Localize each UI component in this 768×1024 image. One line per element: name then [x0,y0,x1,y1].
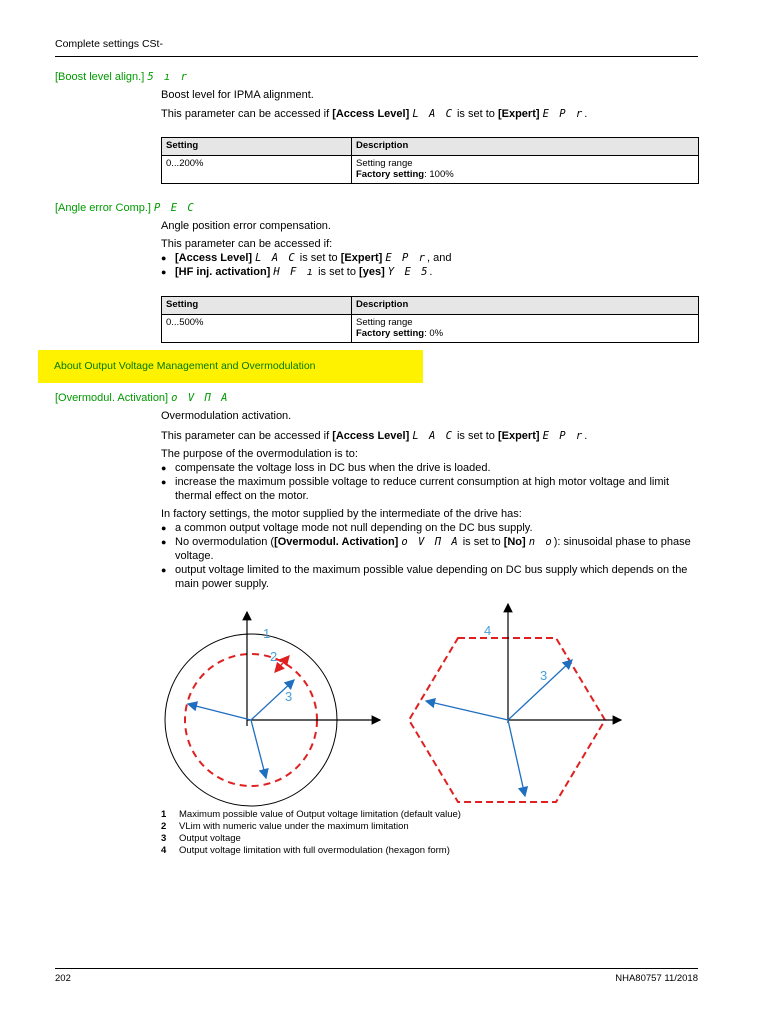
angle-access-list [161,251,451,279]
running-header: Complete settings CSt- [55,38,163,50]
legend-item: 2 VLim with numeric value under the maximum limitation [161,821,409,832]
section-banner-title: About Output Voltage Management and Overmodulation [54,360,316,372]
param-angle-access: This parameter can be accessed if: [161,238,333,250]
figure-legend [161,809,461,857]
param-angle-desc: Angle position error compensation. [161,220,331,232]
param-boost-name: [Boost level align.] [55,71,145,83]
boost-settings-table [161,137,699,184]
list-item: ● [Access Level] L A C is set to [Expert] E P r, and [161,251,451,265]
param-boost-title [55,71,189,83]
param-boost-desc: Boost level for IPMA alignment. [161,89,314,101]
label-3-right: 3 [540,668,548,683]
table-header-description: Description [352,297,699,315]
circle-diagram [165,612,380,806]
param-angle-name: [Angle error Comp.] [55,202,151,214]
phase-vector [508,720,525,796]
param-overmod-desc: Overmodulation activation. [161,410,292,422]
legend-item: 4 Output voltage limitation with full overmodulation (hexagon form) [161,845,450,856]
overmod-factory-list [161,521,701,591]
param-boost-code: 5 ı r [147,71,189,83]
list-item: ● a common output voltage mode not null depending on the DC bus supply. [161,521,701,535]
table-cell-setting: 0...500% [162,315,352,343]
list-item: ● [HF inj. activation] H F ı is set to [yes] Y E 5. [161,265,451,279]
label-3: 3 [285,689,293,704]
overmod-purpose: The purpose of the overmodulation is to: [161,448,358,460]
angle-settings-table [161,296,699,343]
label-1: 1 [263,626,271,641]
overmod-purpose-list [161,461,701,503]
table-header-description: Description [352,138,699,156]
footer-rule [55,968,698,969]
table-header-setting: Setting [162,297,352,315]
phase-vector [251,720,266,778]
label-4: 4 [484,623,492,638]
param-boost-access: This parameter can be accessed if [Access Level] L A C is set to [Expert] E P r. [161,108,588,120]
table-header-setting: Setting [162,138,352,156]
table-cell-setting: 0...200% [162,156,352,184]
list-item: ● No overmodulation ([Overmodul. Activation] o V П A is set to [No] n o): sinusoidal phase to phase voltage. [161,535,701,563]
param-angle-title [55,202,196,214]
param-overmod-access: This parameter can be accessed if [Access Level] L A C is set to [Expert] E P r. [161,430,588,442]
section-banner [38,350,423,383]
page-number: 202 [55,973,71,984]
param-angle-code: P E C [154,202,196,214]
param-overmod-name: [Overmodul. Activation] [55,392,169,404]
list-item: ● compensate the voltage loss in DC bus when the drive is loaded. [161,461,701,475]
phase-vector [426,701,508,720]
phase-vector [188,704,251,720]
table-cell-description: Setting range Factory setting: 100% [352,156,699,184]
legend-item: 1 Maximum possible value of Output voltage limitation (default value) [161,809,461,820]
table-cell-description: Setting range Factory setting: 0% [352,315,699,343]
voltage-diagram [155,598,645,808]
document-reference: NHA80757 11/2018 [615,973,698,984]
list-item: ● increase the maximum possible voltage to reduce current consumption at high motor voltage and limit thermal effect on the motor. [161,475,701,503]
overmod-factory-intro: In factory settings, the motor supplied by the intermediate of the drive has: [161,508,522,520]
legend-item: 3 Output voltage [161,833,241,844]
list-item: ● output voltage limited to the maximum possible value depending on DC bus supply which depends on the main power supply. [161,563,701,591]
header-rule [55,56,698,57]
param-overmod-title [55,392,229,404]
label-2: 2 [270,649,278,664]
param-overmod-code: o V П A [171,392,230,404]
hexagon-diagram [409,604,621,802]
